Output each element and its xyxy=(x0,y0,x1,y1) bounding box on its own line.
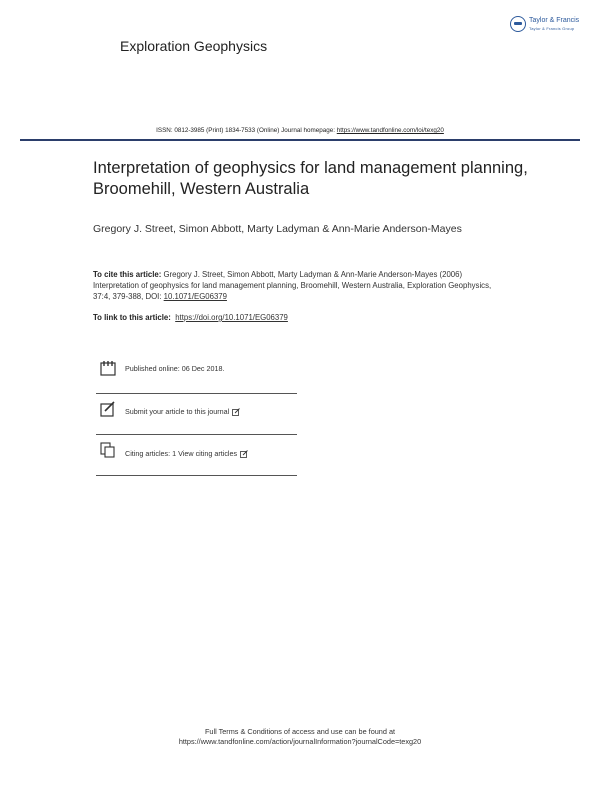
footer-terms-link[interactable]: https://www.tandfonline.com/action/journalInformation?journalCode=texg20 xyxy=(178,737,422,746)
citation-doi-link[interactable]: 10.1071/EG06379 xyxy=(163,292,227,301)
calendar-icon xyxy=(100,360,116,376)
external-link-icon xyxy=(240,450,248,458)
article-title: Interpretation of geophysics for land management planning, Broomehill, Western Australia xyxy=(93,159,528,198)
publisher-logo[interactable] xyxy=(510,16,590,38)
published-online-row xyxy=(96,358,297,387)
submit-article-label: Submit your article to this journal xyxy=(125,407,230,416)
citing-articles-text[interactable] xyxy=(125,449,248,458)
info-divider xyxy=(96,475,297,476)
issn-text: ISSN: 0812-3985 (Print) 1834-7533 (Online) Journal homepage: xyxy=(156,127,337,134)
issn-line xyxy=(0,127,600,134)
article-link-line xyxy=(93,313,288,322)
citation-text: Gregory J. Street, Simon Abbott, Marty Ladyman & Ann-Marie Anderson-Mayes (2006) Interpretation of geophysics for land management planning, Broomehill, Western Australia, Exploration Geophysics, 37:4, 379-388, DOI: xyxy=(93,270,492,301)
logo-subtitle: Taylor & Francis Group xyxy=(529,26,575,31)
info-divider xyxy=(96,393,297,394)
link-label: To link to this article: xyxy=(93,313,171,322)
citation-block xyxy=(93,269,508,302)
article-doi-link[interactable]: https://doi.org/10.1071/EG06379 xyxy=(175,313,288,322)
header-rule xyxy=(20,139,580,141)
published-online-text: Published online: 06 Dec 2018. xyxy=(125,364,225,373)
taylor-francis-logo-icon xyxy=(510,16,526,32)
submit-article-text[interactable] xyxy=(125,407,240,416)
article-authors: Gregory J. Street, Simon Abbott, Marty Ladyman & Ann-Marie Anderson-Mayes xyxy=(93,223,462,235)
citation-label: To cite this article: xyxy=(93,270,162,279)
footer xyxy=(0,727,600,747)
footer-terms-text: Full Terms & Conditions of access and use can be found at xyxy=(204,727,396,736)
logo-name: Taylor & Francis xyxy=(529,17,580,24)
citing-articles-label: Citing articles: 1 View citing articles xyxy=(125,449,238,458)
external-link-icon xyxy=(232,408,240,416)
journal-homepage-link[interactable]: https://www.tandfonline.com/loi/texg20 xyxy=(336,127,444,134)
journal-title: Exploration Geophysics xyxy=(120,38,268,54)
info-divider xyxy=(96,434,297,435)
submit-article-row[interactable] xyxy=(96,400,297,429)
citing-articles-icon xyxy=(100,442,116,458)
edit-icon xyxy=(100,401,116,417)
citing-articles-row[interactable] xyxy=(96,442,297,471)
